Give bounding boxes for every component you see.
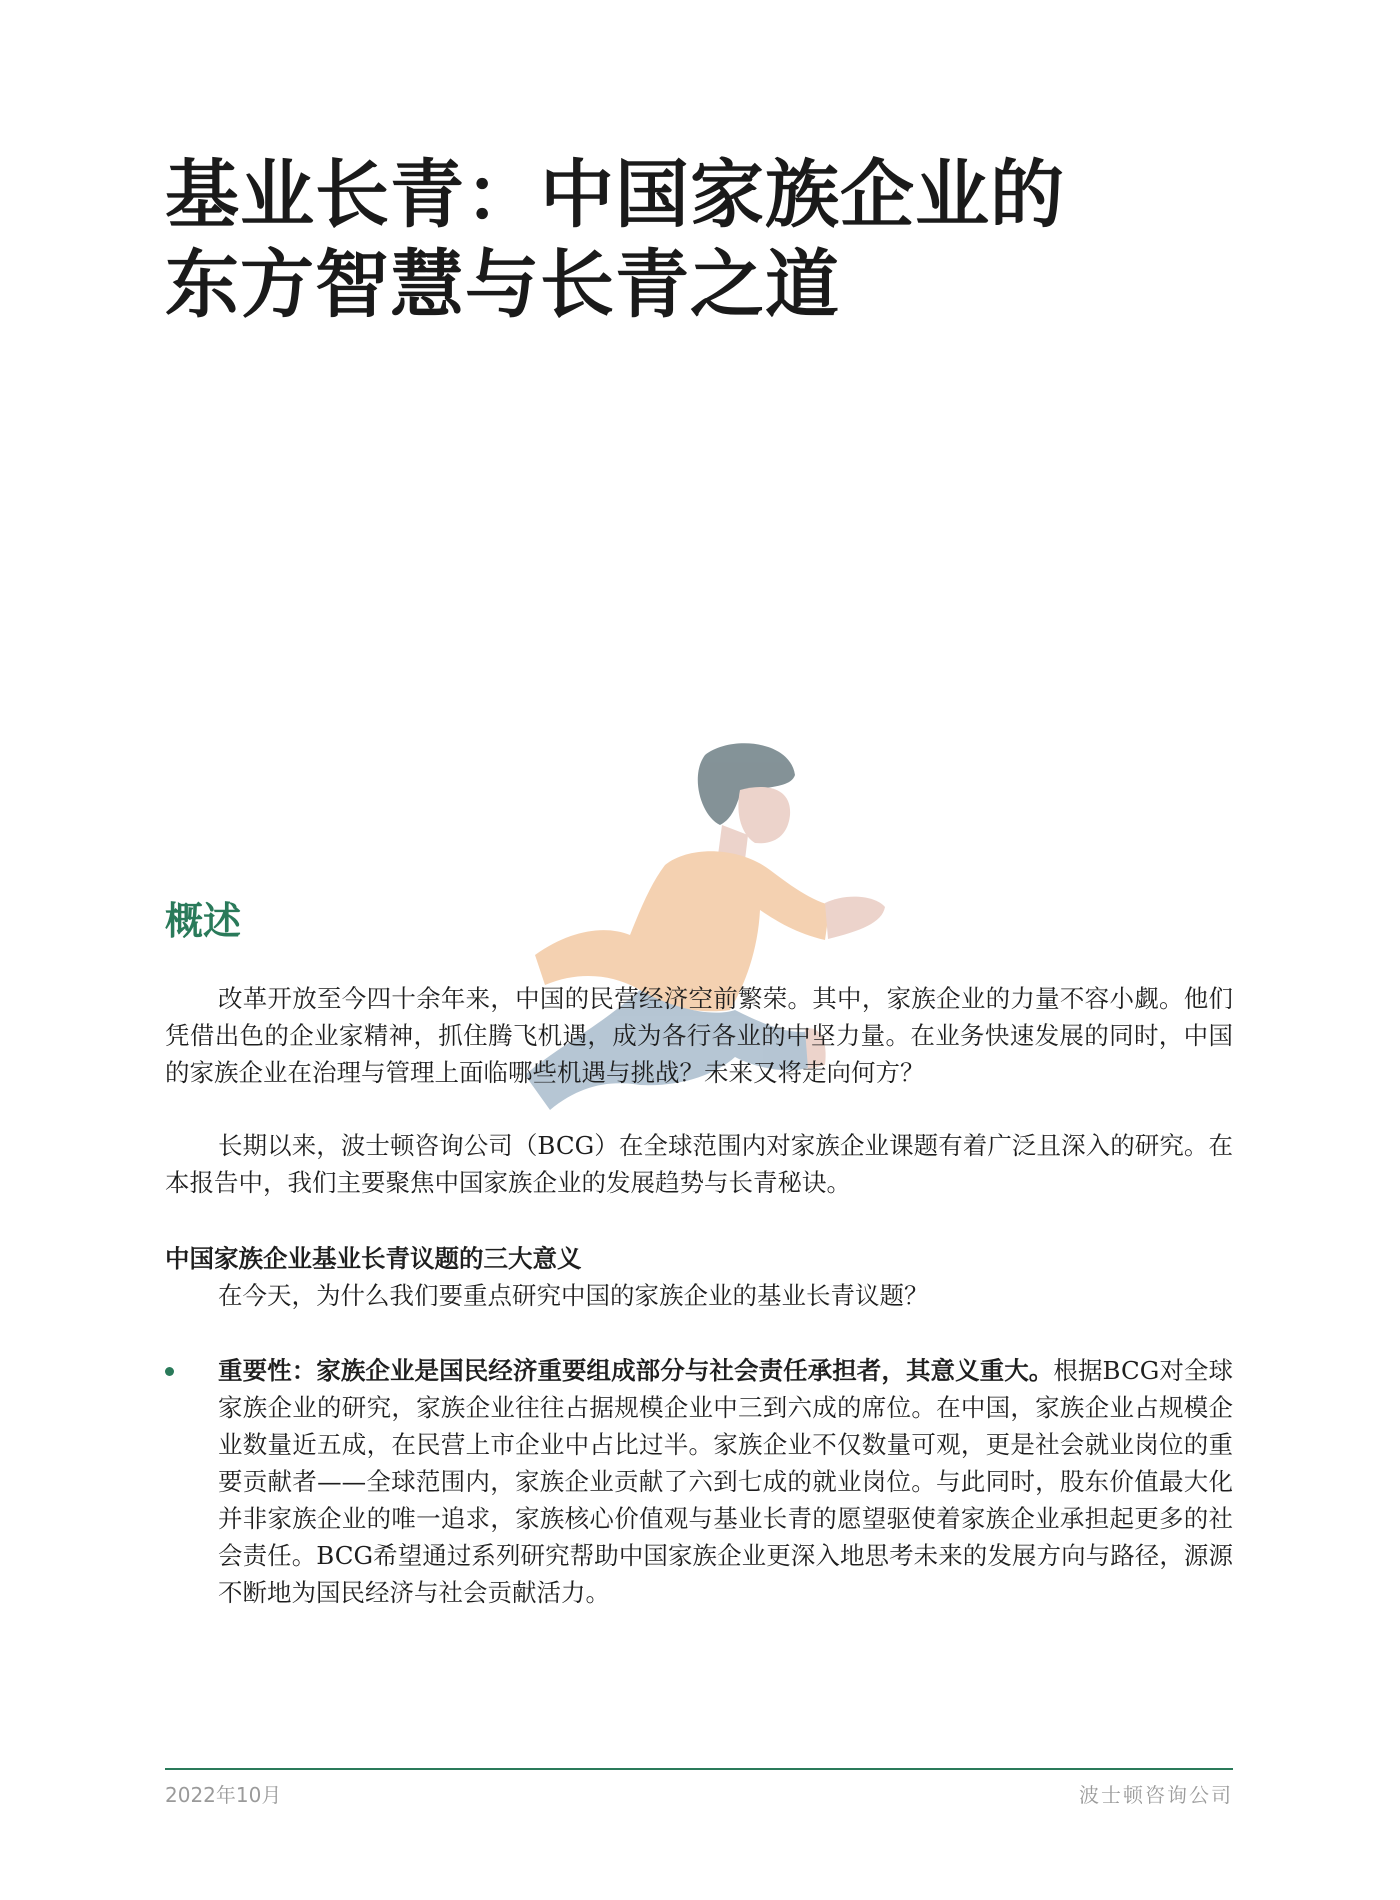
bullet-lead: 重要性：家族企业是国民经济重要组成部分与社会责任承担者，其意义重大。 [218, 1356, 1054, 1385]
bullet-dot-icon [165, 1367, 174, 1376]
page-title [165, 150, 1265, 330]
title-line-2: 东方智慧与长青之道 [165, 242, 840, 328]
footer-date: 2022年10月 [165, 1783, 282, 1807]
bullet-item-importance [165, 1352, 1233, 1611]
overview-paragraph-2: 长期以来，波士顿咨询公司（BCG）在全球范围内对家族企业课题有着广泛且深入的研究。在本报告中，我们主要聚焦中国家族企业的发展趋势与长青秘诀。 [165, 1131, 1233, 1197]
intro-question: 在今天，为什么我们要重点研究中国的家族企业的基业长青议题？ [218, 1281, 929, 1310]
bullet-body: 根据BCG对全球家族企业的研究，家族企业往往占据规模企业中三到六成的席位。在中国，家族企业占规模企业数量近五成，在民营上市企业中占比过半。家族企业不仅数量可观，更是社会就业岗位的重要贡献者——全球范围内，家族企业贡献了六到七成的就业岗位。与此同时，股东价值最大化并非家族企业的唯一追求，家族核心价值观与基业长青的愿望驱使着家族企业承担起更多的社会责任。BCG希望通过系列研究帮助中国家族企业更深入地思考未来的发展方向与路径，源源不断地为国民经济与社会贡献活力。 [218, 1356, 1233, 1607]
footer-publisher: 波士顿咨询公司 [1079, 1783, 1233, 1807]
subheading-three-significances: 中国家族企业基业长青议题的三大意义 [165, 1244, 582, 1273]
overview-paragraph-1: 改革开放至今四十余年来，中国的民营经济空前繁荣。其中，家族企业的力量不容小觑。他们凭借出色的企业家精神，抓住腾飞机遇，成为各行各业的中坚力量。在业务快速发展的同时，中国的家族企业在治理与管理上面临哪些机遇与挑战？未来又将走向何方？ [165, 984, 1233, 1087]
running-person-illustration [490, 735, 930, 1155]
footer-divider [165, 1768, 1233, 1770]
bullet-text [218, 1352, 1233, 1611]
title-line-1: 基业长青：中国家族企业的 [165, 152, 1065, 238]
section-heading-overview: 概述 [165, 898, 242, 943]
hand-shape [825, 897, 885, 939]
